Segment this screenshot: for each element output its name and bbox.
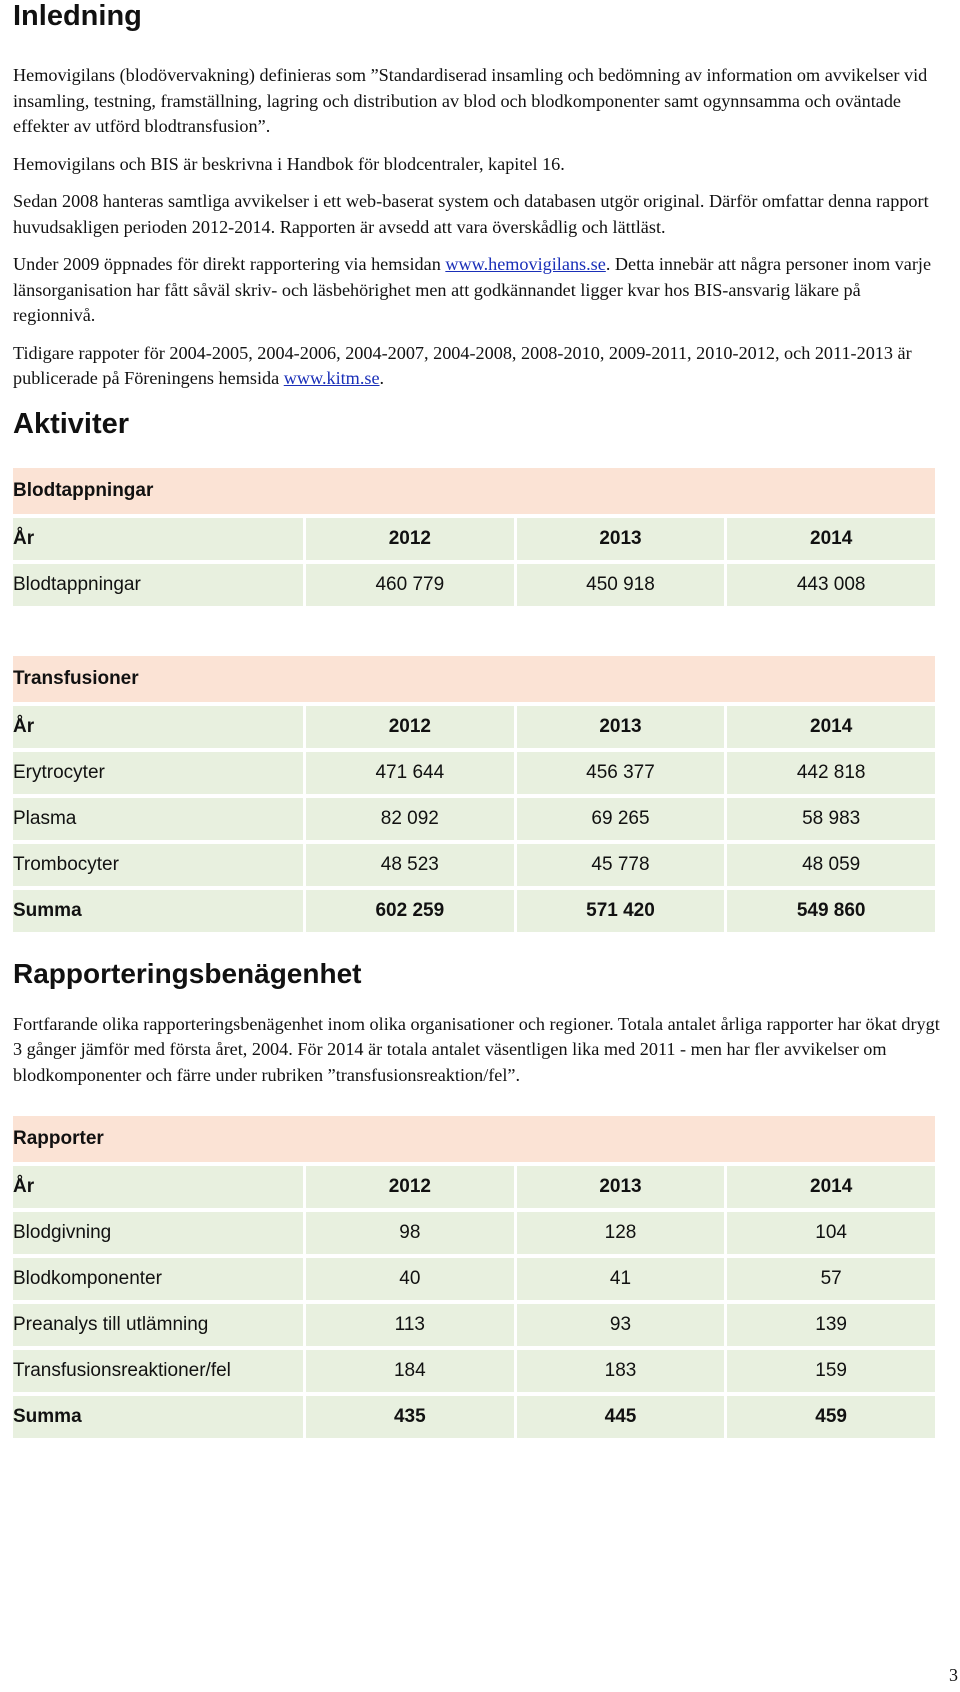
- table-rapporter: [10, 1112, 938, 1442]
- cell-value: 2012: [306, 518, 514, 560]
- text-segment: Under 2009 öppnades för direkt rapportering via hemsidan: [13, 254, 446, 274]
- row-label: Blodkomponenter: [13, 1258, 303, 1300]
- cell-value: 2012: [306, 1166, 514, 1208]
- cell-value: 69 265: [517, 798, 725, 840]
- table-row: [13, 844, 935, 886]
- table-row: [13, 1304, 935, 1346]
- table-caption: Blodtappningar: [13, 468, 935, 514]
- cell-value: 183: [517, 1350, 725, 1392]
- table-row: [13, 752, 935, 794]
- heading-rapporteringsbenagenhet: Rapporteringsbenägenhet: [13, 957, 362, 989]
- heading-aktiviter: Aktiviter: [13, 407, 130, 440]
- table-blodtappningar: [10, 464, 938, 610]
- cell-value: 2014: [727, 1166, 935, 1208]
- cell-value: 57: [727, 1258, 935, 1300]
- cell-value: 2013: [517, 1166, 725, 1208]
- row-label: Blodtappningar: [13, 564, 303, 606]
- cell-value: 2014: [727, 518, 935, 560]
- row-label: Summa: [13, 890, 303, 932]
- paragraph-system: Sedan 2008 hanteras samtliga avvikelser i ett web-baserat system och databasen utgör original. Därför omfattar denna rapport huvudsakligen perioden 2012-2014. Rapporten är avsedd att vara överskådlig och lättläst.: [13, 191, 929, 237]
- table-row: [13, 1350, 935, 1392]
- row-label: Summa: [13, 1396, 303, 1438]
- table-total-row: [13, 890, 935, 932]
- cell-value: 93: [517, 1304, 725, 1346]
- cell-value: 2014: [727, 706, 935, 748]
- table-header-row: [13, 706, 935, 748]
- table-row: [13, 1258, 935, 1300]
- page-number: 3: [949, 1665, 958, 1685]
- cell-value: 445: [517, 1396, 725, 1438]
- heading-inledning: Inledning: [13, 0, 142, 32]
- table-row: [13, 798, 935, 840]
- cell-value: 139: [727, 1304, 935, 1346]
- cell-value: 82 092: [306, 798, 514, 840]
- table-row: [13, 1212, 935, 1254]
- cell-value: 159: [727, 1350, 935, 1392]
- paragraph-reporting: Fortfarande olika rapporteringsbenägenhet inom olika organisationer och regioner. Totala antalet årliga rapporter har ökat drygt 3 gånger jämför med första året, 2004. För 2014 är totala antalet väsentligen lika med 2011 - men har fler avvikelser om blodkomponenter och färre under rubriken ”transfusionsreaktion/fel”.: [13, 1013, 940, 1085]
- table-transfusioner: [10, 652, 938, 936]
- cell-value: 435: [306, 1396, 514, 1438]
- cell-value: 456 377: [517, 752, 725, 794]
- table-header-row: [13, 518, 935, 560]
- cell-value: 128: [517, 1212, 725, 1254]
- row-label: År: [13, 518, 303, 560]
- row-label: Preanalys till utlämning: [13, 1304, 303, 1346]
- link-hemovigilans[interactable]: www.hemovigilans.se: [445, 254, 606, 274]
- text-segment: .: [379, 368, 385, 388]
- table-caption: Rapporter: [13, 1116, 935, 1162]
- paragraph-handbook: Hemovigilans och BIS är beskrivna i Handbok för blodcentraler, kapitel 16.: [13, 153, 565, 174]
- cell-value: 549 860: [727, 890, 935, 932]
- cell-value: 113: [306, 1304, 514, 1346]
- cell-value: 2013: [517, 518, 725, 560]
- cell-value: 45 778: [517, 844, 725, 886]
- cell-value: 48 523: [306, 844, 514, 886]
- cell-value: 442 818: [727, 752, 935, 794]
- table-header-row: [13, 1166, 935, 1208]
- cell-value: 48 059: [727, 844, 935, 886]
- cell-value: 602 259: [306, 890, 514, 932]
- table-total-row: [13, 1396, 935, 1438]
- cell-value: 459: [727, 1396, 935, 1438]
- document-page: [13, 0, 943, 1442]
- row-label: Trombocyter: [13, 844, 303, 886]
- cell-value: 460 779: [306, 564, 514, 606]
- cell-value: 450 918: [517, 564, 725, 606]
- row-label: År: [13, 706, 303, 748]
- cell-value: 104: [727, 1212, 935, 1254]
- text-segment: . Detta innebär att några personer inom varje länsorganisation har fått såväl skriv- och läsbehörighet men att godkännandet ligger kvar hos BIS-ansvarig läkare på regionnivå.: [13, 254, 932, 325]
- row-label: Plasma: [13, 798, 303, 840]
- cell-value: 184: [306, 1350, 514, 1392]
- table-caption-row: [13, 468, 935, 514]
- cell-value: 40: [306, 1258, 514, 1300]
- cell-value: 2013: [517, 706, 725, 748]
- table-caption-row: [13, 1116, 935, 1162]
- cell-value: 98: [306, 1212, 514, 1254]
- row-label: Erytrocyter: [13, 752, 303, 794]
- paragraph-definition: Hemovigilans (blodövervakning) definieras som ”Standardiserad insamling och bedömning av information om avvikelser vid insamling, testning, framställning, lagring och distribution av blod och blodkomponenter samt ogynnsamma och oväntade effekter av utförd blodtransfusion”.: [13, 65, 928, 136]
- cell-value: 2012: [306, 706, 514, 748]
- cell-value: 571 420: [517, 890, 725, 932]
- cell-value: 58 983: [727, 798, 935, 840]
- table-caption-row: [13, 656, 935, 702]
- link-kitm[interactable]: www.kitm.se: [283, 368, 380, 388]
- row-label: Transfusionsreaktioner/fel: [13, 1350, 303, 1392]
- paragraph-previous-reports: [13, 341, 943, 392]
- row-label: År: [13, 1166, 303, 1208]
- row-label: Blodgivning: [13, 1212, 303, 1254]
- cell-value: 471 644: [306, 752, 514, 794]
- text-segment: Tidigare rappoter för 2004-2005, 2004-2006, 2004-2007, 2004-2008, 2008-2010, 2009-2011, 2010-2012, och 2011-2013 är publicerade på Föreningens hemsida: [13, 342, 912, 388]
- table-caption: Transfusioner: [13, 656, 935, 702]
- cell-value: 41: [517, 1258, 725, 1300]
- table-row: [13, 564, 935, 606]
- cell-value: 443 008: [727, 564, 935, 606]
- paragraph-direct-reporting: [13, 252, 943, 329]
